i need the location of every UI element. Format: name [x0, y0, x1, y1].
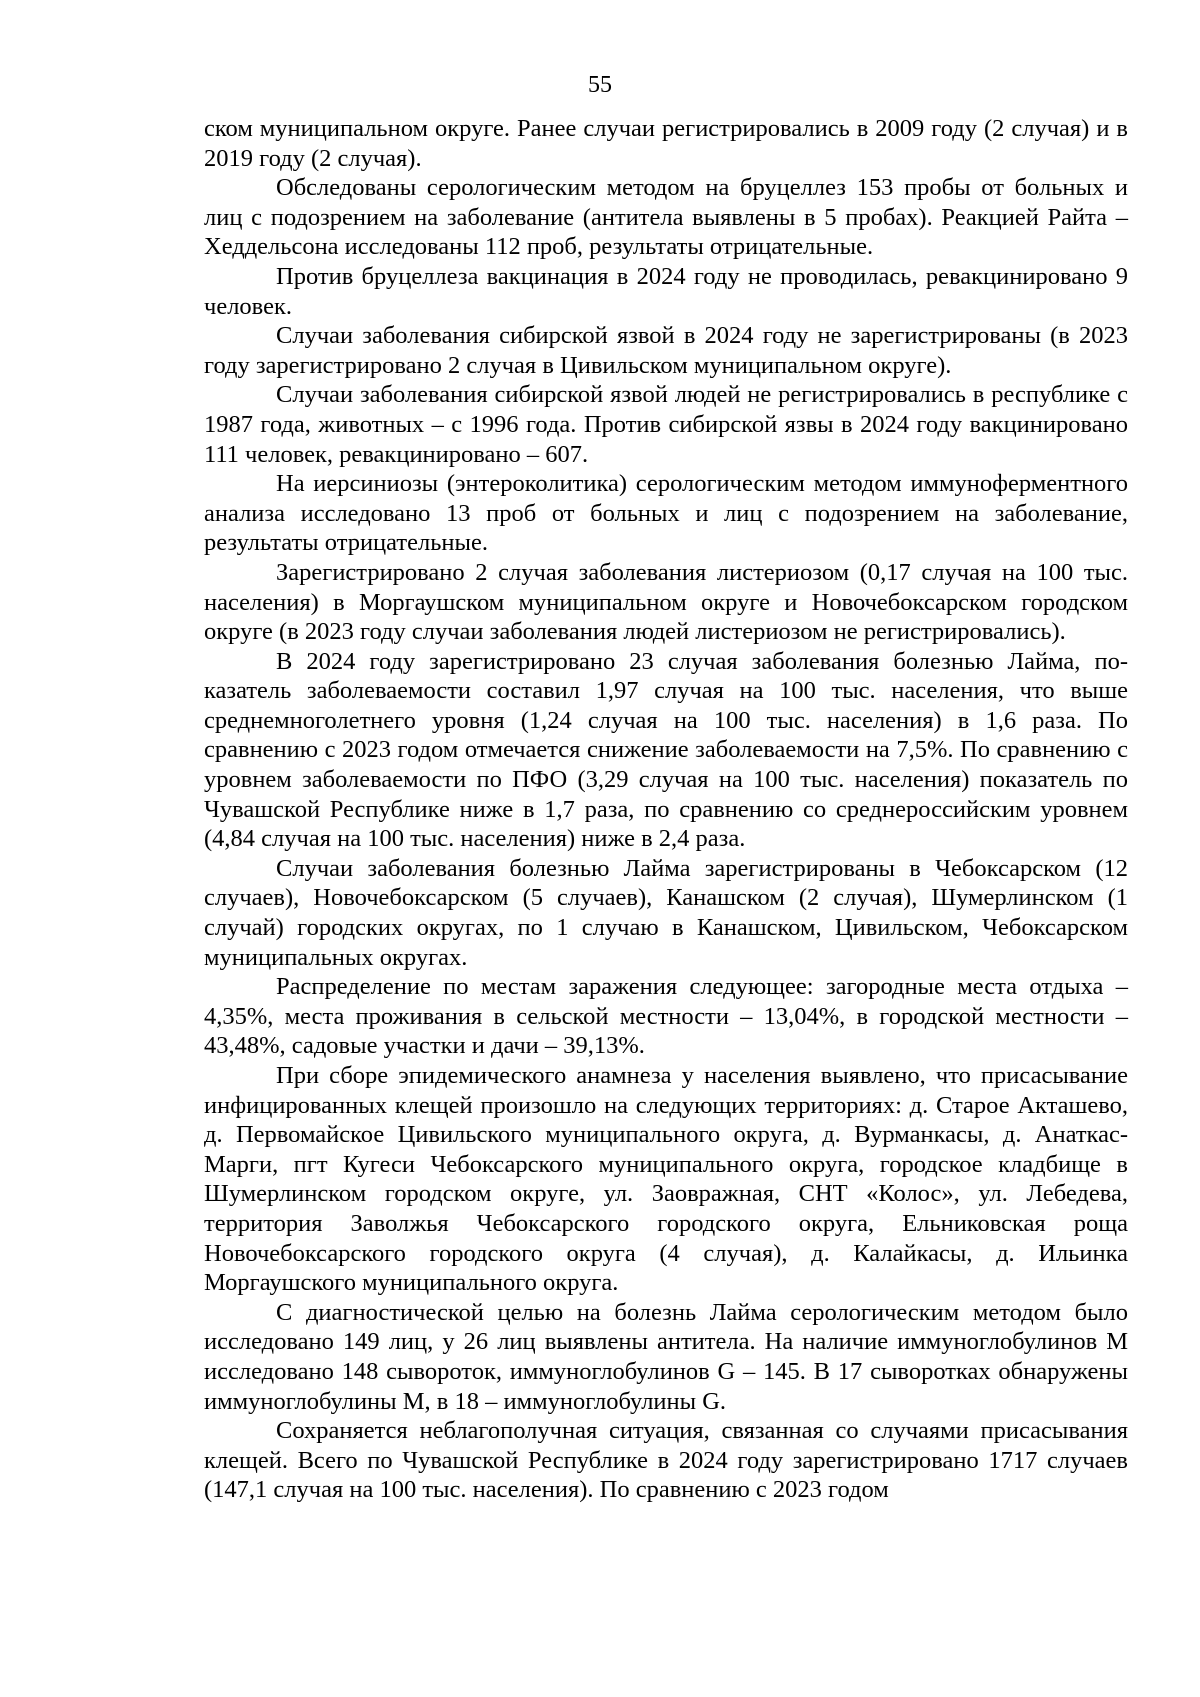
paragraph-anthrax-2024: Случаи заболевания сибирской язвой в 2024 году не зарегистрированы (в 2023 году зарегистрировано 2 случая в Цивильском муниципальном округе). [204, 322, 1128, 379]
paragraph-lyme-incidence: В 2024 году зарегистрировано 23 случая заболевания болезнью Лайма, показатель заболеваемости составил 1,97 случая на 100 тыс. населения, что выше среднемноголетнего уровня (1,24 случая на 100 тыс. населения) в 1,6 раза. По сравнению с 2023 годом отмечается снижение заболеваемости на 7,5%. По сравнению с уровнем заболеваемости по ПФО (3,29 случая на 100 тыс. населения) показатель по Чувашской Республике ниже в 1,7 раза, по сравнению со среднероссийским уровнем (4,84 случая на 100 тыс. населения) ниже в 2,4 раза. [204, 647, 1128, 853]
paragraph-lyme-districts: Случаи заболевания болезнью Лайма зарегистрированы в Чебоксарском (12 случаев), Новочебоксарском (5 случаев), Канашском (2 случая), Шумерлинском (1 случай) городских округах, по 1 случаю в Канашском, Цивильском, Чебоксарском муниципальных округах. [204, 854, 1128, 971]
paragraph-brucellosis-serology: Обследованы серологическим методом на бруцеллез 153 пробы от больных и лиц с подозрением на заболевание (антитела выявлены в 5 пробах). Реакцией Райта – Хеддельсона исследованы 112 проб, результаты отрицательные. [204, 174, 1128, 261]
paragraph-continuation: ском муниципальном округе. Ранее случаи регистрировались в 2009 году (2 случая) и в 2019 году (2 случая). [204, 115, 1128, 172]
paragraph-lyme-infection-places: Распределение по местам заражения следующее: загородные места отдыха – 4,35%, места проживания в сельской местности – 13,04%, в городской местности – 43,48%, садовые участки и дачи – 39,13%. [204, 973, 1128, 1060]
paragraph-tick-territories: При сборе эпидемического анамнеза у населения выявлено, что присасывание инфицированных клещей произошло на следующих территориях: д. Старое Акташево, д. Первомайское Цивильского муниципального округа, д. Вурманкасы, д. Анаткас-Марги, пгт Кугеси Чебоксарского муниципального округа, городское кладбище в Шумерлинском городском округе, ул. Заовражная, СНТ «Колос», ул. Лебедева, территория Заволжья Чебоксарского городского округа, Ельниковская роща Новочебоксарского городского округа (4 случая), д. Калайкасы, д. Ильинка Моргаушского муниципального округа. [204, 1062, 1128, 1297]
document-body [204, 114, 1128, 1505]
paragraph-lyme-diagnostics: С диагностической целью на болезнь Лайма серологическим методом было исследовано 149 лиц, у 26 лиц выявлены антитела. На наличие иммуноглобулинов М исследовано 148 сывороток, иммуноглобулинов G – 145. В 17 сыворотках обнаружены иммуноглобулины М, в 18 – иммуноглобулины G. [204, 1298, 1128, 1415]
page-number: 55 [588, 72, 612, 98]
paragraph-listeriosis: Зарегистрировано 2 случая заболевания листериозом (0,17 случая на 100 тыс. населения) в Моргаушском муниципальном округе и Новочебоксарском городском округе (в 2023 году случаи заболевания людей листериозом не регистрировались). [204, 558, 1128, 646]
paragraph-brucellosis-vaccination: Против бруцеллеза вакцинация в 2024 году не проводилась, ревакцинировано 9 человек. [204, 262, 1128, 320]
paragraph-yersiniosis: На иерсиниозы (энтероколитика) серологическим методом иммуноферментного анализа исследовано 13 проб от больных и лиц с подозрением на заболевание, результаты отрицательные. [204, 470, 1128, 557]
paragraph-tick-bites: Сохраняется неблагополучная ситуация, связанная со случаями присасывания клещей. Всего по Чувашской Республике в 2024 году зарегистрировано 1717 случаев (147,1 случая на 100 тыс. населения). По сравнению с 2023 годом [204, 1417, 1128, 1504]
paragraph-anthrax-history: Случаи заболевания сибирской язвой людей не регистрировались в республике с 1987 года, животных – с 1996 года. Против сибирской язвы в 2024 году вакцинировано 111 человек, ревакцинировано – 607. [204, 381, 1128, 468]
